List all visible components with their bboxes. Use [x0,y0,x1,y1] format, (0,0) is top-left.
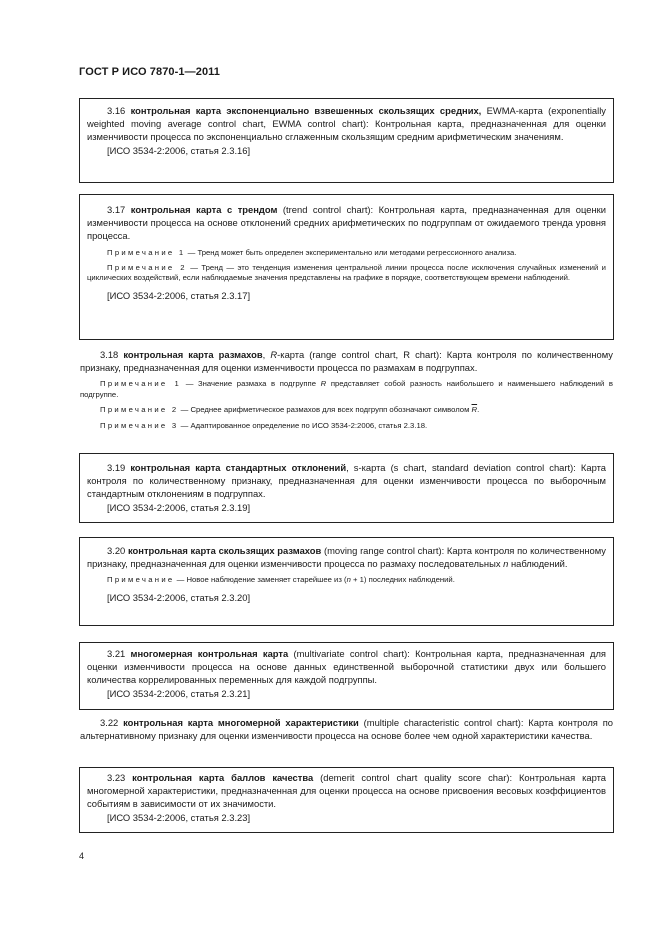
definition-3-22 [79,716,614,742]
note-end: . [477,405,480,415]
definition: наблюдений. [508,558,568,570]
definition-box-3-21 [79,642,614,710]
term: контрольная карта многомерной характеристики [123,717,359,728]
definition-text [87,771,606,811]
source-reference: [ИСО 3534-2:2006, статья 2.3.19] [107,501,251,513]
definition: (demerit control chart quality score char): Контрольная карта многомерной характеристики, предназначенная для оценки процесса на основе присвоения весовых коэффициентов событиям в зависимости от их значимости. [87,772,607,810]
definition-box-3-16 [79,98,614,183]
symbol-r-bar: $\overline{R}$ [471,405,478,415]
definition-box-3-20 [79,537,614,626]
clause-number: 3.22 [100,717,119,728]
note-2 [80,405,613,415]
definition: (trend control chart): Контрольная карта, предназначенная для оценки изменчивости процесса на основе отклонений средних арифметических по подгруппам от ожидаемого тренда уровня процесса. [87,204,606,242]
document-header: ГОСТ Р ИСО 7870-1—2011 [79,66,220,78]
page-number: 4 [79,851,85,861]
symbol-n: n [346,575,351,585]
note-label: Примечание 1 [107,247,186,257]
symbol-n: n [503,558,509,570]
clause-number: 3.21 [107,648,126,659]
definition: (multiple characteristic control chart): Карта контроля по альтернативному признаку для оценки изменчивости процесса на основе более чем одной характеристики качества. [80,717,613,742]
definition: -карта (range control chart, R chart): Карта контроля по количественному признаку, предназначенная для оценки изменчивости процесса по размахам в подгруппах. [80,349,613,374]
definition-text [80,348,613,374]
term: контрольная карта с трендом [130,204,278,215]
note [87,575,606,585]
note-text: представляет собой разность наибольшего и наименьшего наблюдений в подгруппе. [80,379,613,399]
definition-text [87,203,606,243]
clause-number: 3.17 [107,204,126,215]
term: контрольная карта скользящих размахов [127,545,322,556]
source-reference: [ИСО 3534-2:2006, статья 2.3.20] [107,591,251,603]
source-reference: [ИСО 3534-2:2006, статья 2.3.21] [107,687,251,699]
definition-box-3-23 [79,767,614,833]
definition-box-3-17 [79,194,614,340]
clause-number: 3.16 [107,105,126,116]
note-text: — Среднее арифметическое размахов для всех подгрупп обозначают символом [178,405,472,415]
note-label: Примечание 2 [100,405,179,415]
note-text: — Тренд — это тенденция изменения центральной линии процесса после исключения случайных изменений и циклических воздействий, если наблюдаемые значения представлены на графике в порядке, соответствующем времени наблюдений. [87,263,606,283]
symbol-r: R [320,379,327,389]
note-1 [80,379,613,400]
term: контрольная карта баллов качества [132,772,314,783]
definition: (multivariate control chart): Контрольная карта, предназначенная для оценки изменчивости процесса на основе данных единственной выборочной статистики двух или большего количества коррелированных переменных для каждой подгруппы. [87,648,606,686]
note-text: — Адаптированное определение по ИСО 3534-2:2006, статья 2.3.18. [178,420,428,430]
term: многомерная контрольная карта [130,648,289,659]
term: контрольная карта размахов [123,349,263,360]
source-reference: [ИСО 3534-2:2006, статья 2.3.17] [107,289,251,301]
note-label: Примечание 3 [100,420,179,430]
definition-text [87,647,606,687]
definition-text [80,716,613,742]
clause-number: 3.18 [100,349,119,360]
note-label: Примечание 2 [107,263,187,273]
note-2 [87,263,606,284]
note-text: — Новое наблюдение заменяет старейшее из ( [174,575,347,585]
clause-number: 3.19 [107,462,126,473]
note-text: — Значение размаха в подгруппе [181,379,321,389]
symbol-r: R [270,349,278,360]
note-label: Примечание 1 [100,379,182,389]
definition: , s-карта (s chart, standard deviation control chart): Карта контроля по количественному признаку, предназначенная для оценки изменчивости процесса по выборочным стандартным отклонениям в подгруппах. [87,462,606,500]
clause-number: 3.23 [107,772,126,783]
definition-text [87,544,606,570]
source-reference: [ИСО 3534-2:2006, статья 2.3.23] [107,811,251,823]
source-reference: [ИСО 3534-2:2006, статья 2.3.16] [107,144,251,156]
note-text: — Тренд может быть определен экспериментально или методами регрессионного анализа. [185,247,517,257]
definition-3-18 [79,348,614,431]
term: контрольная карта стандартных отклонений [130,462,347,473]
clause-number: 3.20 [107,545,126,556]
term: контрольная карта экспоненциально взвешенных скользящих средних, [130,105,482,116]
term-suffix: , [262,349,271,360]
definition-text [87,104,606,144]
note-3 [80,421,613,431]
definition-text [87,461,606,501]
definition: EWMA-карта (exponentially weighted moving average control chart, EWMA control chart): Контрольная карта, предназначенная для оценки изменчивости процесса по экспоненциально сглаженным скользящим средним арифметическим значениям. [87,105,606,143]
note-label: Примечание [107,575,175,585]
note-text: + 1) последних наблюдений. [350,575,455,585]
definition: (moving range control chart): Карта контроля по количественному признаку, предназначенная для оценки изменчивости процесса по размаху последовательных [87,545,606,570]
note-1 [87,248,606,258]
definition-box-3-19 [79,453,614,523]
